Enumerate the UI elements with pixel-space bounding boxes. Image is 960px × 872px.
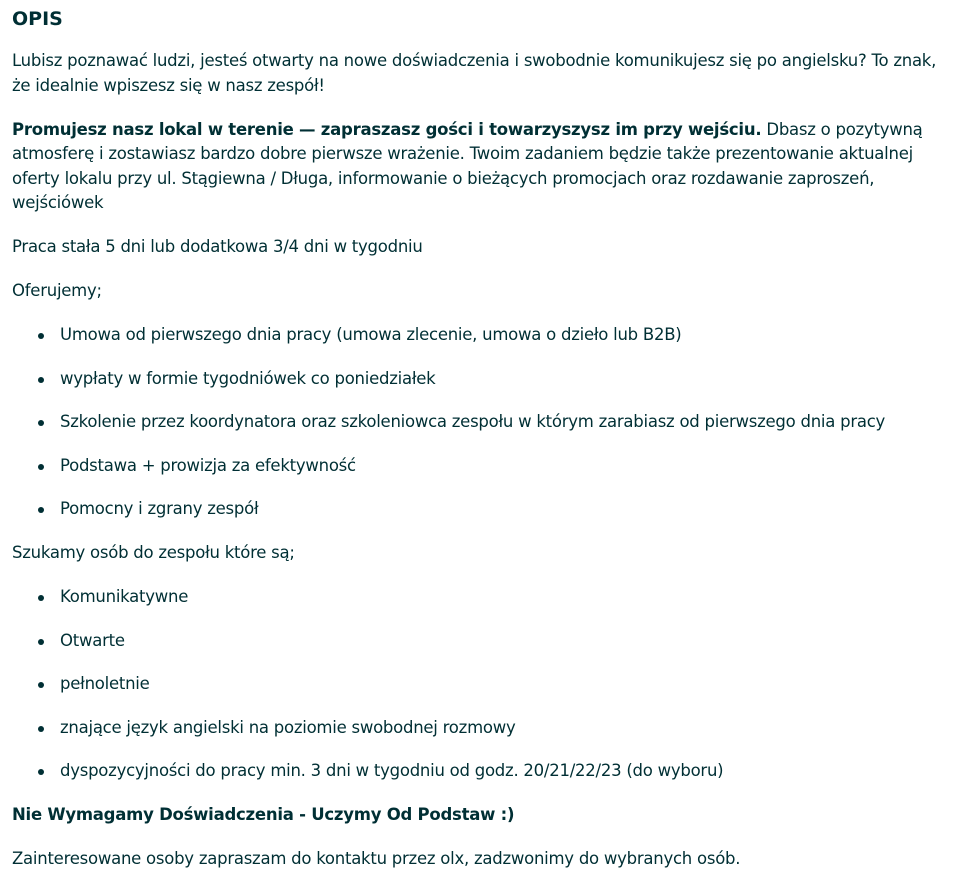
list-item: Pomocny i zgrany zespół xyxy=(60,497,948,522)
intro-paragraph: Lubisz poznawać ludzi, jesteś otwarty na nowe doświadczenia i swobodnie komunikujesz się po angielsku? To znak, że idealnie wpiszesz się w nasz zespół! xyxy=(12,51,937,95)
role-text: Dbasz o pozytywną atmosferę i zostawiasz bardzo dobre pierwsze wrażenie. Twoim zadaniem będzie także prezentowanie aktualnej oferty lokalu przy ul. Stągiewna / Długa, informowanie o bieżących promocjach oraz rozdawanie zaproszeń, wejściówek xyxy=(12,119,923,212)
offer-heading: Oferujemy; xyxy=(12,281,102,300)
list-item: dyspozycyjności do pracy min. 3 dni w tygodniu od godz. 20/21/22/23 (do wyboru) xyxy=(60,759,948,784)
section-title: OPIS xyxy=(12,8,63,30)
list-item: Otwarte xyxy=(60,629,948,654)
list-item: pełnoletnie xyxy=(60,672,948,697)
seeking-heading: Szukamy osób do zespołu które są; xyxy=(12,543,295,562)
role-paragraph xyxy=(12,118,948,216)
contact-paragraph: Zainteresowane osoby zapraszam do kontaktu przez olx, zadzwonimy do wybranych osób. xyxy=(12,849,741,868)
list-item: wypłaty w formie tygodniówek co poniedziałek xyxy=(60,367,948,392)
seeking-list xyxy=(12,585,948,784)
list-item: znające język angielski na poziomie swobodnej rozmowy xyxy=(60,716,948,741)
schedule-paragraph: Praca stała 5 dni lub dodatkowa 3/4 dni w tygodniu xyxy=(12,237,423,256)
list-item: Podstawa + prowizja za efektywność xyxy=(60,454,948,479)
description-body xyxy=(12,49,948,872)
list-item: Komunikatywne xyxy=(60,585,948,610)
offer-list xyxy=(12,323,948,522)
role-bold-text: Promujesz nasz lokal w terenie — zapraszasz gości i towarzyszysz im przy wejściu. xyxy=(12,119,762,139)
no-experience-text: Nie Wymagamy Doświadczenia - Uczymy Od Podstaw :) xyxy=(12,805,515,824)
list-item: Umowa od pierwszego dnia pracy (umowa zlecenie, umowa o dzieło lub B2B) xyxy=(60,323,948,348)
list-item: Szkolenie przez koordynatora oraz szkoleniowca zespołu w którym zarabiasz od pierwszego dnia pracy xyxy=(60,410,948,435)
